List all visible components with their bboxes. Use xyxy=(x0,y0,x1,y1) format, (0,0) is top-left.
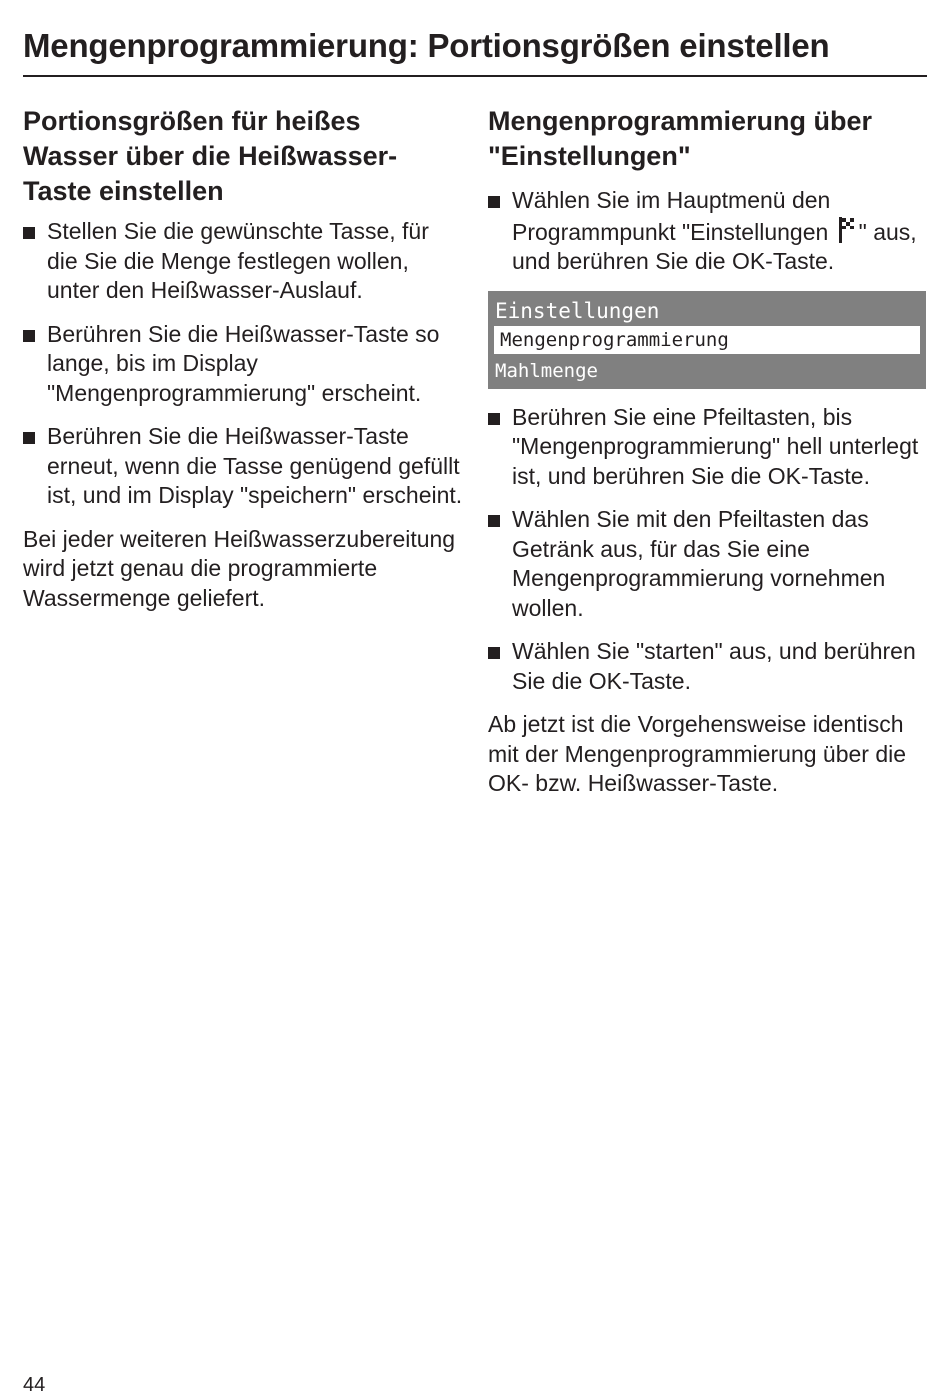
step-text: Stellen Sie die gewünschte Tasse, für die Sie die Menge festlegen wollen, unter den Heißwasser-Auslauf. xyxy=(47,218,429,303)
title-divider xyxy=(23,75,927,77)
step-text: Berühren Sie die Heißwasser-Taste so lange, bis im Display "Mengenprogrammierung" erscheint. xyxy=(47,320,440,406)
bullet-icon xyxy=(23,330,35,342)
bullet-icon xyxy=(23,227,35,239)
bullet-icon xyxy=(488,196,500,208)
section-heading-hot-water: Portionsgrößen für heißes Wasser über die Heißwasser-Taste einstellen xyxy=(23,106,398,206)
display-menu-item: Mahlmenge xyxy=(495,359,598,382)
step-list-hot-water xyxy=(23,217,463,511)
step-text: Berühren Sie eine Pfeiltasten, bis "Mengenprogrammierung" hell unterlegt ist, und berühren Sie die OK-Taste. xyxy=(512,403,919,489)
bullet-icon xyxy=(488,515,500,527)
step-list-settings xyxy=(488,403,928,697)
display-selected-item: Mengenprogrammierung xyxy=(494,326,920,354)
left-column xyxy=(23,104,463,613)
step-list-settings-intro xyxy=(488,186,928,277)
list-item xyxy=(23,217,463,306)
list-item xyxy=(488,505,928,623)
step-text: Wählen Sie "starten" aus, und berühren Sie die OK-Taste. xyxy=(512,638,916,694)
flag-icon xyxy=(837,216,857,244)
step-text: Berühren Sie die Heißwasser-Taste erneut, wenn die Tasse genügend gefüllt ist, und im Display "speichern" erscheint. xyxy=(47,423,463,508)
step-text: Wählen Sie mit den Pfeiltasten das Getränk aus, für das Sie eine Mengenprogrammierung vornehmen wollen. xyxy=(512,506,886,621)
note-text: Ab jetzt ist die Vorgehensweise identisch mit der Mengenprogrammierung über die OK- bzw. Heißwasser-Taste. xyxy=(488,711,907,796)
section-heading-settings: Mengenprogrammierung über "Einstellungen" xyxy=(488,106,873,171)
list-item xyxy=(488,403,928,492)
step-text-part: Wählen Sie im Hauptmenü den Programmpunkt "Einstellungen xyxy=(512,187,835,245)
list-item xyxy=(488,186,928,277)
display-title: Einstellungen xyxy=(495,298,660,323)
right-column xyxy=(488,104,928,799)
step-text-part: " aus, und berühren Sie die OK-Taste. xyxy=(512,218,917,274)
list-item xyxy=(23,320,463,409)
list-item xyxy=(23,422,463,511)
page-title: Mengenprogrammierung: Portionsgrößen einstellen xyxy=(23,27,830,64)
device-display xyxy=(488,291,926,389)
note-text: Bei jeder weiteren Heißwasserzubereitung wird jetzt genau die programmierte Wassermenge geliefert. xyxy=(23,525,456,611)
bullet-icon xyxy=(23,432,35,444)
page-number: 44 xyxy=(23,1374,46,1396)
bullet-icon xyxy=(488,647,500,659)
bullet-icon xyxy=(488,413,500,425)
list-item xyxy=(488,637,928,696)
